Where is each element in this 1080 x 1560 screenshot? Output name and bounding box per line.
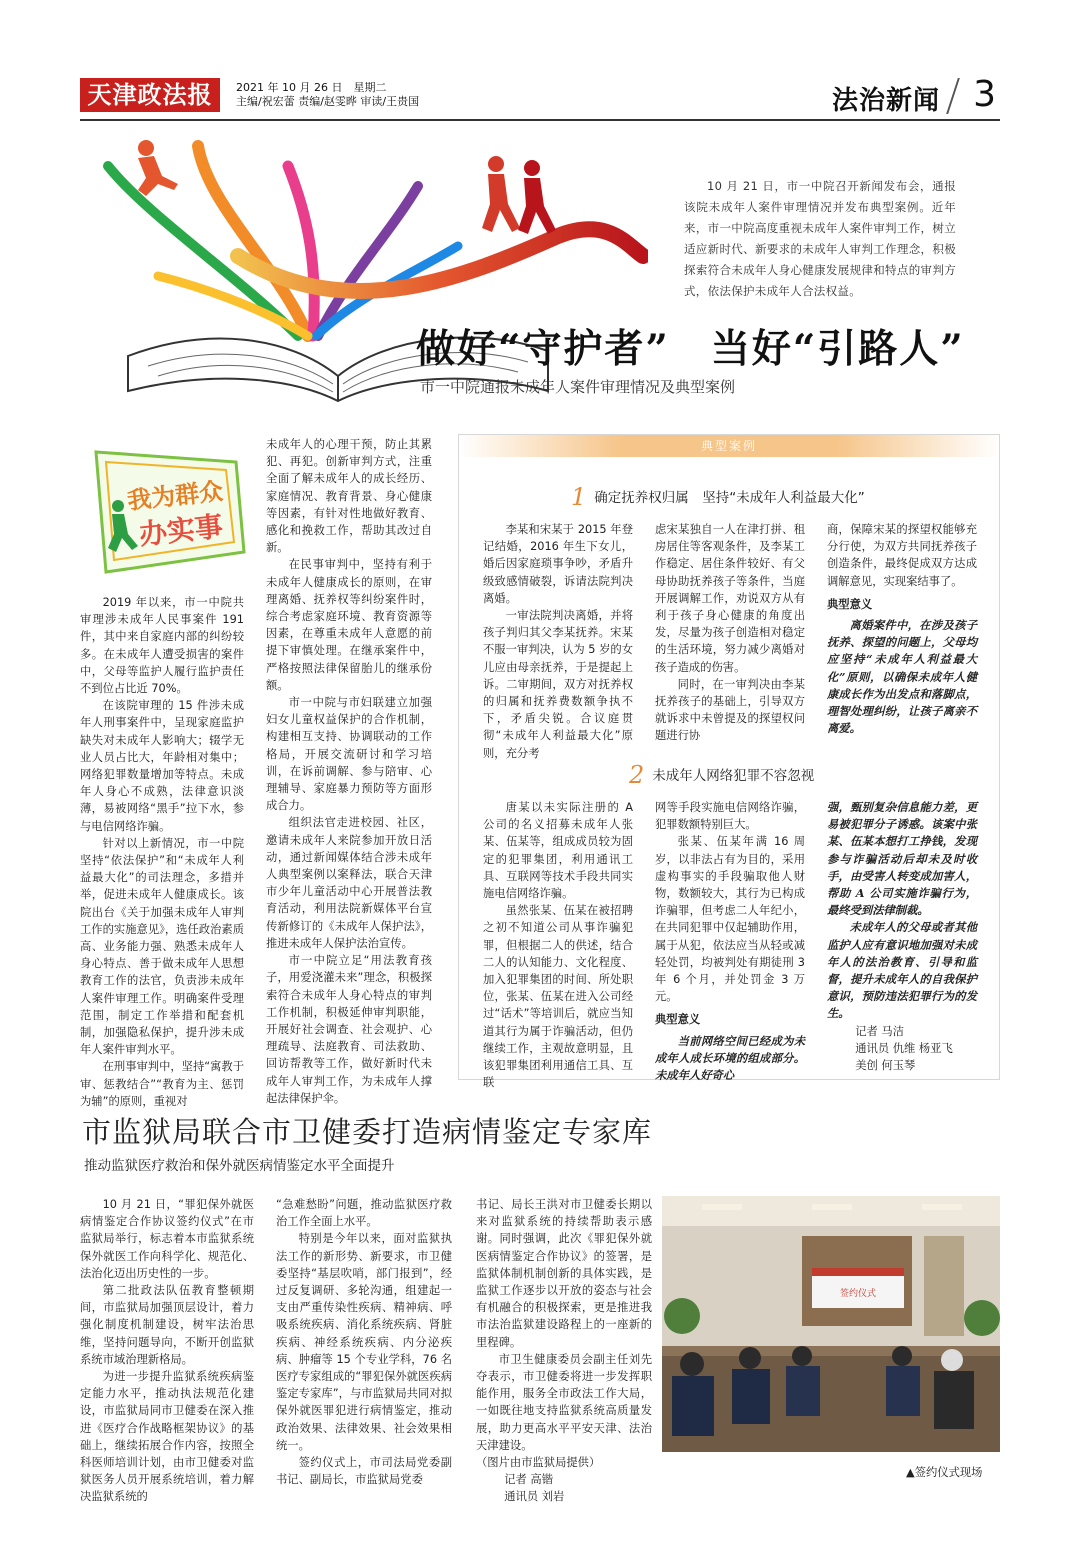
paragraph: 李某和宋某于 2015 年登记结婚，2016 年生下女儿，婚后因家庭琐事争吵，矛盾升级致感情破裂，诉请法院判决离婚。 <box>483 523 633 605</box>
badge-line2: 办实事 <box>137 509 225 552</box>
case2-significance-heading: 典型意义 <box>655 1013 701 1027</box>
signing-ceremony-photo <box>662 1196 1000 1452</box>
paragraph: 唐某以未实际注册的 A 公司的名义招募未成年人张某、伍某等，组成成员较为固定的犯罪集团，利用通讯工具、互联网等技术手段共同实施电信网络诈骗。 <box>483 801 633 901</box>
ceiling-lights <box>702 1204 962 1210</box>
paragraph: 针对以上新情况，市一中院坚持“依法保护”和“未成年人利益最大化”的司法理念，多措并举，促进未成年人健康成长。该院出台《关于加强未成年人审判工作的实施意见》，选任政治素质高、业务能力强、熟悉未成年人身心特点、善于做未成年人思想教育工作的法官，负责涉未成年人案件审理工作。明确案件受理范围，制定工作举措和配套机制，加强隐私保护，提升涉未成年人案件审判水平。 <box>80 836 244 1057</box>
case2-column-2 <box>655 799 805 1084</box>
case2-column-3 <box>827 799 977 1074</box>
case1-significance-heading: 典型意义 <box>827 597 873 611</box>
window <box>924 1236 964 1336</box>
running-children-icon <box>482 156 556 234</box>
paragraph: 网等手段实施电信网络诈骗，犯罪数额特别巨大。 <box>655 801 805 832</box>
case1-title-text: 确定抚养权归属 坚持“未成年人利益最大化” <box>594 490 865 506</box>
paragraph: 市一中院与市妇联建立加强妇女儿童权益保护的合作机制，构建相互支持、协调联动的工作格局，开展交流研讨和学习培训，在诉前调解、参与陪审、心理辅导、家庭暴力预防等方面形成合力。 <box>266 696 432 813</box>
story2-column-3 <box>476 1196 652 1506</box>
masthead <box>80 74 1000 118</box>
case2-title <box>629 761 814 789</box>
issue-date: 2021 年 10 月 26 日 星期二 <box>236 81 387 94</box>
paragraph: 一审法院判决离婚，并将孩子判归其父李某抚养。宋某不服一审判决，认为 5 岁的女儿应由母亲抚养，于是提起上诉。二审期间，双方对抚养权的归属和抚养费数额争执不下，矛盾尖锐。合议庭贯彻“未成年人利益最大化”原则，充分考 <box>483 609 633 760</box>
lead-column-1 <box>80 594 244 1110</box>
paragraph: 虑宋某独自一人在津打拼、租房居住等客观条件，及李某工作稳定、居住条件较好、有父母协助抚养孩子等条件，当庭开展调解工作，劝说双方从有利于孩子身心健康的角度出发，尽量为孩子创造相对稳定的生活环境，努力减少离婚对孩子造成的伤害。 <box>655 523 805 674</box>
paragraph: 第二批政法队伍教育整顿期间，市监狱局加强顶层设计，着力强化制度机制建设，树牢法治思维，坚持问题导向，不断开创监狱系统市域治理新格局。 <box>80 1284 254 1366</box>
case1-column-3 <box>827 521 977 737</box>
paragraph: 同时，在一审判决由李某抚养孩子的基础上，引导双方就诉求中未曾提及的探望权问题进行协 <box>655 677 805 743</box>
case1-column-2 <box>655 521 805 745</box>
paragraph: 在该院审理的 15 件涉未成年人刑事案件中，呈现家庭监护缺失对未成年人影响大；辍学无业人员占比大，年龄相对集中；网络犯罪数量增加等特点。未成年人身心不成熟，法律意识淡薄，易被网络“黑手”拉下水，参与电信网络诈骗。 <box>80 699 244 833</box>
paragraph: 10 月 21 日，“罪犯保外就医病情鉴定合作协议签约仪式”在市监狱局举行，标志着本市监狱系统保外就医工作向科学化、规范化、法治化迈出历史性的一步。 <box>80 1198 254 1280</box>
paragraph: 张某、伍某年满 16 周岁，以非法占有为目的，采用虚构事实的手段骗取他人财物，数额较大，其行为已构成诈骗罪，但考虑二人年纪小，在共同犯罪中仅起辅助作用，属于从犯，依法应当从轻或减轻处罚，均被判处有期徒刑 3 年 6 个月，并处罚金 3 万元。 <box>655 835 805 1004</box>
typical-cases-box <box>458 434 1000 1090</box>
main-subheadline: 市一中院通报未成年人案件审理情况及典型案例 <box>420 378 736 396</box>
screen-text: 签约仪式 <box>839 1289 877 1299</box>
case2-significance-part3: 未成年人的父母或者其他监护人应有意识地加强对未成年人的法治教育、引导和监督，提升未成年人的自我保护意识，预防违法犯罪行为的发生。 <box>827 920 977 1021</box>
paragraph: 为进一步提升监狱系统疾病鉴定能力水平，推动执法规范化建设，市监狱局同市卫健委在深入推进《医疗合作战略框架协议》的基础上，继续拓展合作内容，按照全科医师培训计划，由市卫健委对监狱医务人员开展系统培训，着力解决监狱系统的 <box>80 1370 254 1504</box>
paragraph: 市一中院立足“用法教育孩子，用爱浇灌未来”理念，积极探索符合未成年人身心特点的审判工作机制，积极延伸审判职能，开展好社会调查、社会观护、心理疏导、法庭教育、司法救助、回访帮教等工作，做好新时代未成年人审判工作，为未成年人撑起法律保护伞。 <box>266 954 432 1105</box>
paragraph: 未成年人的心理干预，防止其累犯、再犯。创新审判方式，注重全面了解未成年人的成长经历、家庭情况、教育背景、身心健康等因素，有针对性地做好教育、感化和挽救工作，帮助其改过自新。 <box>266 438 432 555</box>
paragraph: 虽然张某、伍某在被招聘之初不知道公司从事诈骗犯罪，但根据二人的供述，结合二人的认知能力、文化程度、加入犯罪集团的时间、所处职位，张某、伍某在进入公司经过“话术”等培训后，就应当知道其行为属于诈骗活动，但仍继续工作，主观故意明显，且该犯罪集团利用通信工具、互联 <box>483 904 633 1090</box>
lead-intro: 10 月 21 日，市一中院召开新闻发布会，通报该院未成年人案件审理情况并发布典型案例。近年来，市一中院高度重视未成年人案件审判工作，树立适应新时代、新要求的未成年人审判工作理念，积极探索符合未成年人身心健康发展规律和特点的审判方式，依法保护未成年人合法权益。 <box>684 179 956 298</box>
case1-number: 1 <box>571 483 587 511</box>
page-number: 3 <box>973 74 996 115</box>
story2-headline: 市监狱局联合市卫健委打造病情鉴定专家库 <box>82 1115 653 1149</box>
paragraph: 市卫生健康委员会副主任刘先夺表示，市卫健委将进一步发挥职能作用，服务全市政法工作大局，一如既往地支持监狱系统高质量发展，助力更高水平平安天津、法治天津建设。 <box>476 1352 652 1452</box>
reporter-credit: 记者 马洁 <box>855 1024 905 1038</box>
paragraph: 书记、局长王洪对市卫健委长期以来对监狱系统的持续帮助表示感谢。同时强调，此次《罪犯保外就医病情鉴定合作协议》的签署，是监狱体制机制创新的具体实践，是监狱工作逐步以开放的姿态与社会有机融合的积极探索，更是推进我市法治监狱建设路程上的一座新的里程碑。 <box>476 1198 652 1349</box>
case2-title-text: 未成年人网络犯罪不容忽视 <box>652 768 815 784</box>
main-headline: 做好“守护者” 当好“引路人” <box>416 326 965 372</box>
story2-subheadline: 推动监狱医疗救治和保外就医病情鉴定水平全面提升 <box>84 1158 395 1174</box>
paragraph: 2019 年以来，市一中院共审理涉未成年人民事案件 191 件，其中来自家庭内部的纠纷较多。在未成年人遭受损害的案件中，父母等监护人履行监护责任不到位占比近 70%。 <box>80 596 244 696</box>
jumping-child-icon <box>138 140 178 196</box>
designer-credit: 美创 何玉琴 <box>855 1059 916 1073</box>
issue-meta <box>236 81 419 109</box>
editors-line: 主编/祝宏蕾 责编/赵雯晔 审读/王贵国 <box>236 95 420 108</box>
correspondent-credit: 通讯员 仇维 杨亚飞 <box>855 1041 953 1055</box>
campaign-badge <box>86 442 254 584</box>
case2-column-1 <box>483 799 633 1091</box>
photo-credit: （图片由市监狱局提供） <box>476 1456 601 1470</box>
paragraph: “急难愁盼”问题，推动监狱医疗救治工作全面上水平。 <box>276 1198 452 1229</box>
paragraph: 商，保障宋某的探望权能够充分行使，为双方共同抚养孩子创造条件，最终促成双方达成调解意见，实现案结事了。 <box>827 523 977 588</box>
case2-number: 2 <box>629 761 645 789</box>
typical-cases-label: 典型案例 <box>459 435 999 457</box>
correspondent-credit: 通讯员 刘岩 <box>504 1490 565 1504</box>
lead-column-2 <box>266 436 432 1107</box>
reporter-credit: 记者 高锴 <box>504 1473 554 1487</box>
paragraph: 在民事审判中，坚持有利于未成年人健康成长的原则，在审理离婚、抚养权等纠纷案件时，综合考虑家庭环境、教育资源等因素，在尊重未成年人意愿的前提下审慎处理。在继承案件中，严格按照法律保留胎儿的继承份额。 <box>266 558 432 692</box>
newspaper-logo: 天津政法报 <box>80 78 220 112</box>
case1-column-1 <box>483 521 633 762</box>
paragraph: 特别是今年以来，面对监狱执法工作的新形势、新要求，市卫健委坚持“基层吹哨，部门报到”，经过反复调研、多轮沟通，组建起一支由严重传染性疾病、精神病、呼吸系统疾病、消化系统疾病、肾脏疾病、神经系统疾病、内分泌疾病、肿瘤等 15 个专业学科，76 名医疗专家组成的“罪犯保外就医疾病鉴定专家库”，与市监狱局共同对拟保外就医罪犯进行病情鉴定，推动政治效果、法律效果、社会效果相统一。 <box>276 1232 452 1452</box>
section-title: 法治新闻 <box>831 86 940 116</box>
badge-line1: 我为群众 <box>125 477 225 515</box>
paragraph: 签约仪式上，市司法局党委副书记、副局长，市监狱局党委 <box>276 1456 452 1487</box>
story2-column-1 <box>80 1196 254 1506</box>
masthead-rule <box>80 119 1000 121</box>
case2-significance-part2: 强，甄别复杂信息能力差，更易被犯罪分子诱惑。该案中张某、伍某本想打工挣钱，发现参与诈骗活动后却未及时收手，由受害人转变成加害人，帮助 A 公司实施诈骗行为，最终受到法律制裁。 <box>827 800 977 918</box>
paragraph: 在刑事审判中，坚持“寓教于审、惩教结合”“教育为主、惩罚为辅”的原则，重视对 <box>80 1060 245 1108</box>
case1-significance: 离婚案件中，在涉及孩子抚养、探望的问题上，父母均应坚持“未成年人利益最大化”原则，以确保未成年人健康成长作为出发点和落脚点，理智处理纠纷，让孩子离亲不离爱。 <box>827 618 977 736</box>
section-divider <box>946 78 960 114</box>
photo-caption: ▲签约仪式现场 <box>906 1466 983 1479</box>
paragraph: 组织法官走进校园、社区，邀请未成年人来院参加开放日活动，通过新闻媒体结合涉未成年人典型案例以案释法，联合天津市少年儿童活动中心开展普法教育活动，利用法院新媒体平台宣传新修订的《未成年人保护法》，推进未成年人保护法治宣传。 <box>266 816 432 950</box>
case1-title <box>571 483 865 511</box>
story2-column-2 <box>276 1196 452 1488</box>
case2-significance-part1: 当前网络空间已经成为未成年人成长环境的组成部分。未成年人好奇心 <box>655 1033 805 1083</box>
